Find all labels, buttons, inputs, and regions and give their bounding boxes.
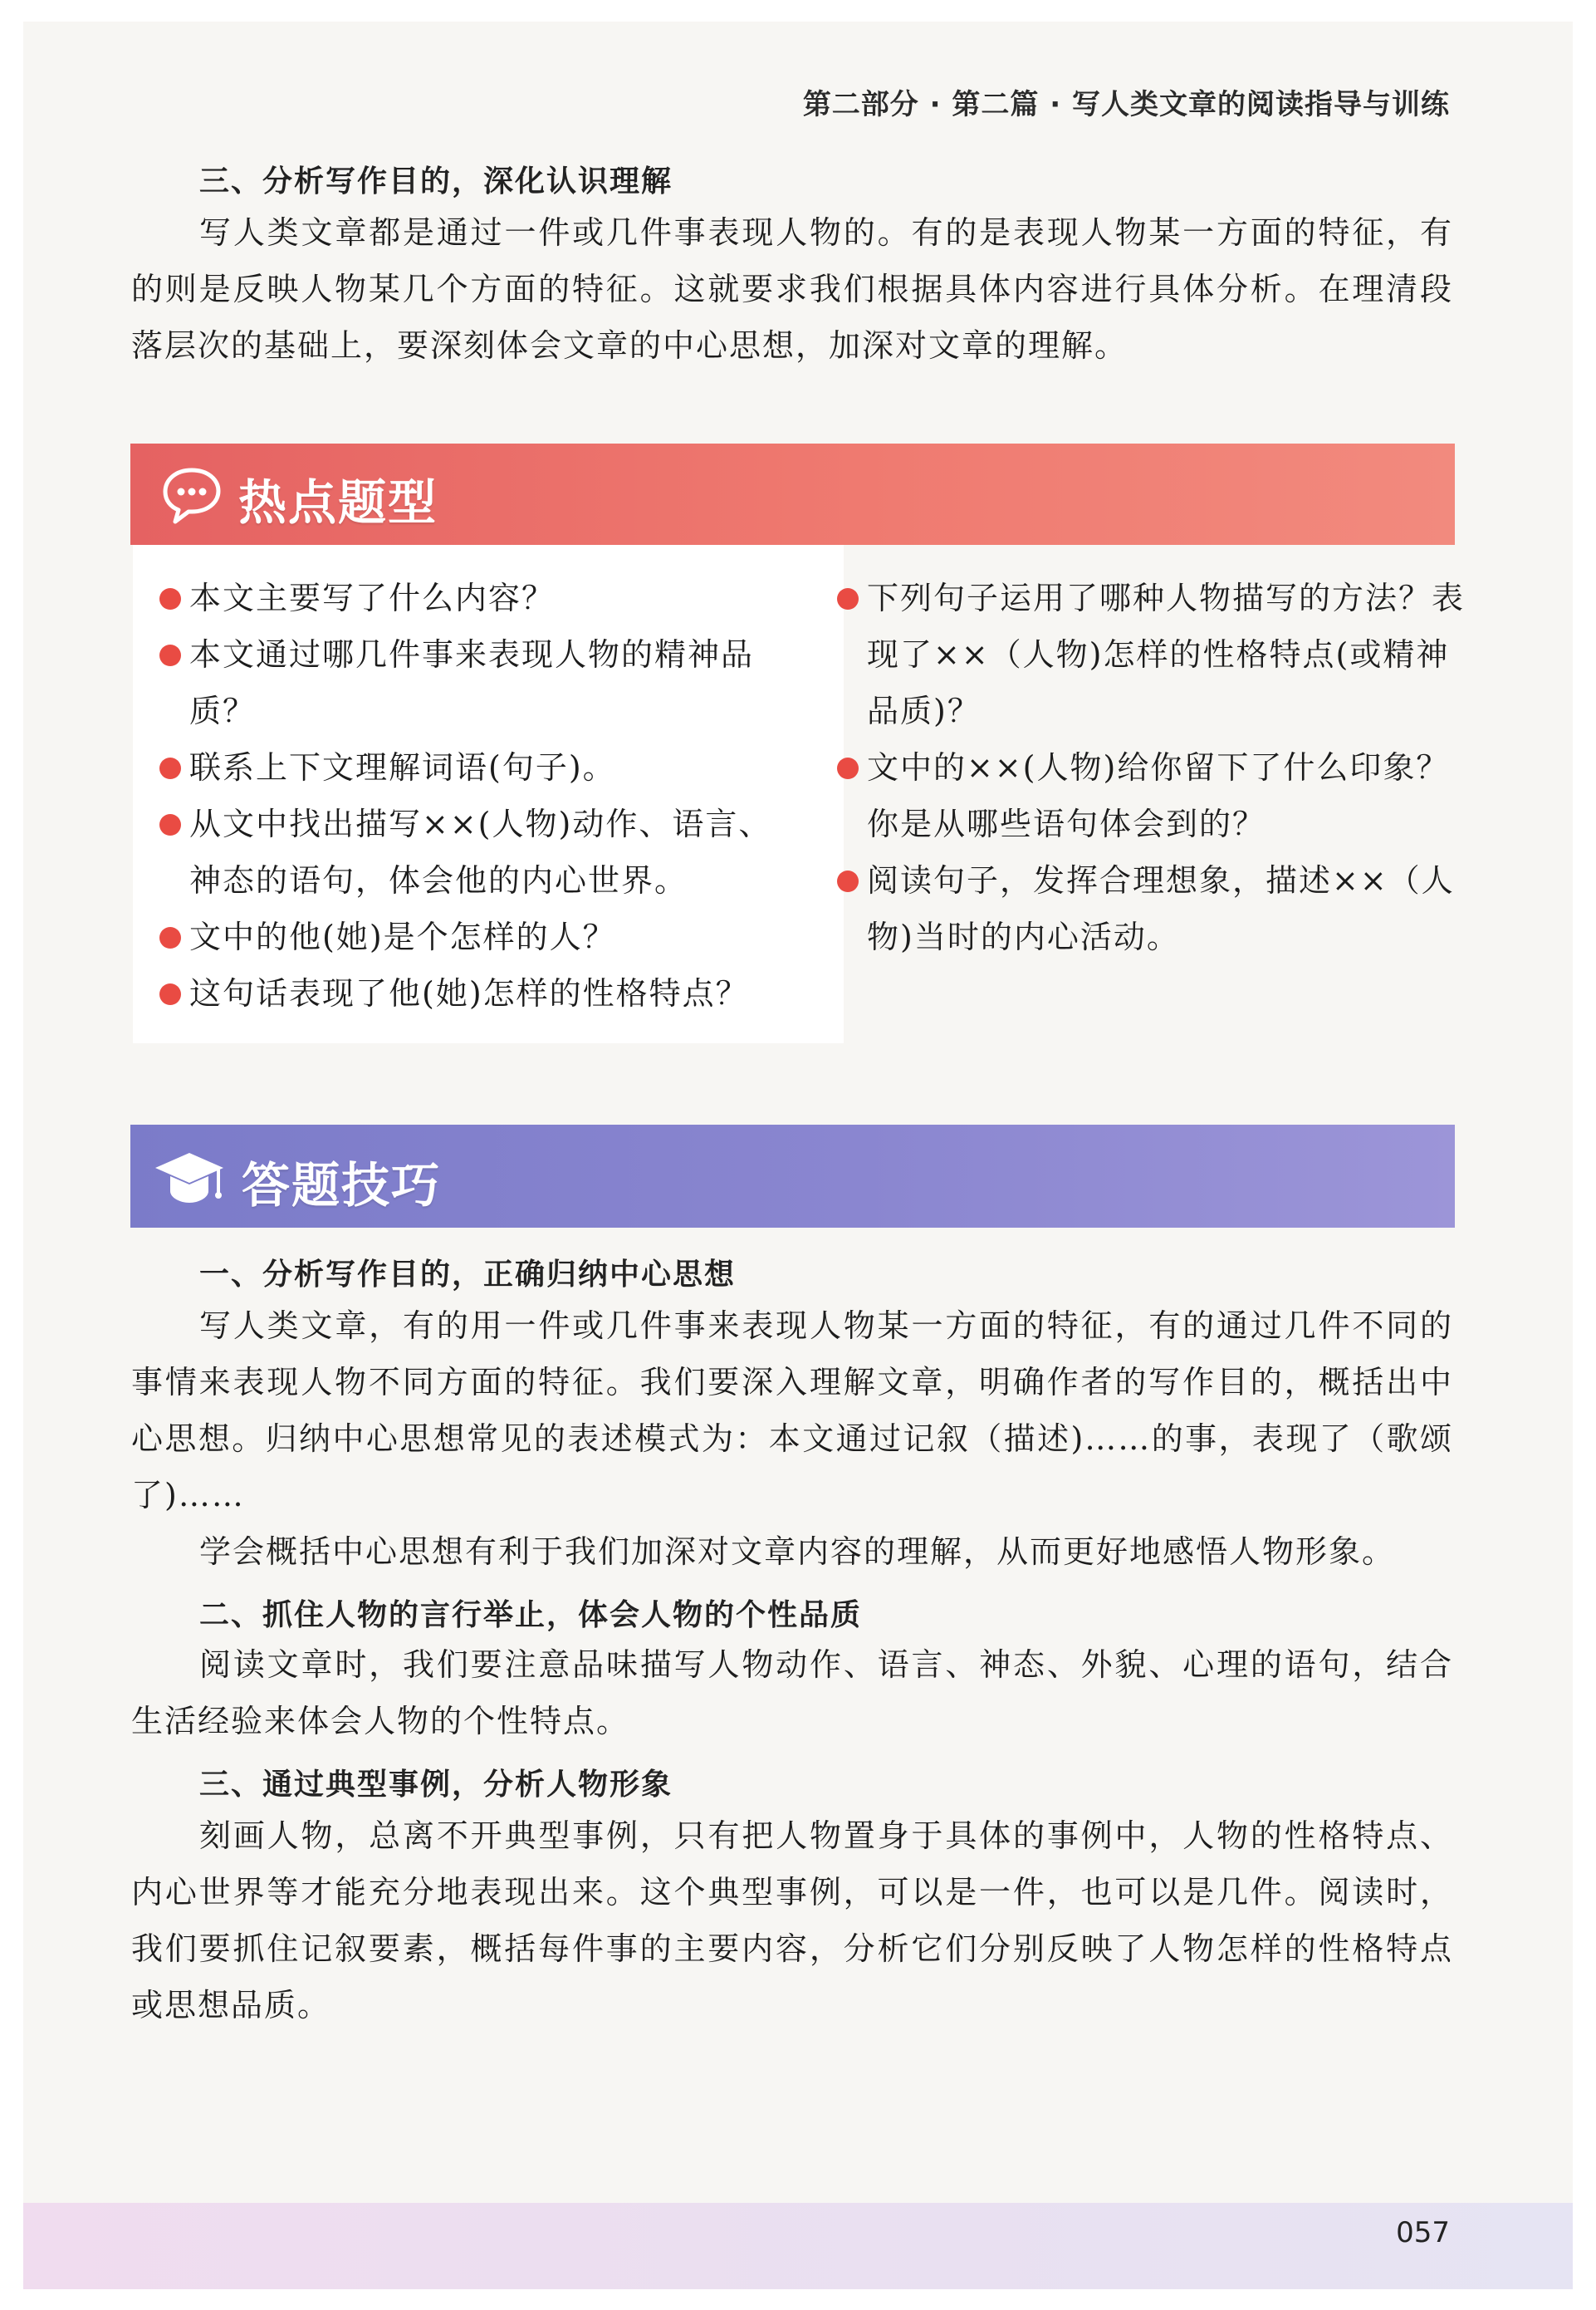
bullet-dot-icon xyxy=(159,645,181,666)
bullet-dot-icon xyxy=(159,588,181,610)
running-header: 第二部分 · 第二篇 · 写人类文章的阅读指导与训练 xyxy=(802,88,1450,121)
footer-band xyxy=(23,2203,1573,2289)
hot-topics-banner xyxy=(130,444,1455,545)
hot-topics-left-column xyxy=(158,570,772,1022)
graduation-cap-icon xyxy=(152,1145,227,1211)
tips-paragraph-1: 写人类文章，有的用一件或几件事来表现人物某一方面的特征，有的通过几件不同的事情来表现人物不同方面的特征。我们要深入理解文章，明确作者的写作目的，概括出中心思想。归纳中心思想常见的表述模式为：本文通过记叙（描述)……的事，表现了（歌颂了)…… xyxy=(131,1307,1453,1513)
page-number: 057 xyxy=(1396,2216,1450,2249)
tips-paragraph-4: 刻画人物，总离不开典型事例，只有把人物置身于具体的事例中，人物的性格特点、内心世界等才能充分地表现出来。这个典型事例，可以是一件，也可以是几件。阅读时，我们要抓住记叙要素，概括每件事的主要内容，分析它们分别反映了人物怎样的性格特点或思想品质。 xyxy=(131,1817,1453,2023)
question-item: 联系上下文理解词语(句子)。 xyxy=(158,739,772,796)
bullet-dot-icon xyxy=(837,758,859,779)
bullet-dot-icon xyxy=(837,871,859,892)
tips-heading-3: 三、通过典型事例，分析人物形象 xyxy=(199,1768,673,1802)
question-item: 下列句子运用了哪种人物描写的方法？表现了××（人物)怎样的性格特点(或精神品质)？ xyxy=(835,570,1466,739)
tips-title: 答题技巧 xyxy=(242,1157,442,1214)
hot-topics-right-column xyxy=(835,570,1466,965)
intro-paragraph: 写人类文章都是通过一件或几件事表现人物的。有的是表现人物某一方面的特征，有的则是反映人物某几个方面的特征。这就要求我们根据具体内容进行具体分析。在理清段落层次的基础上，要深刻体会文章的中心思想，加深对文章的理解。 xyxy=(131,214,1453,364)
tips-paragraph-3: 阅读文章时，我们要注意品味描写人物动作、语言、神态、外貌、心理的语句，结合生活经验来体会人物的个性特点。 xyxy=(131,1646,1453,1739)
hot-topics-title: 热点题型 xyxy=(238,474,438,531)
speech-bubble-icon xyxy=(159,462,225,528)
question-item: 文中的××(人物)给你留下了什么印象？你是从哪些语句体会到的？ xyxy=(835,739,1466,852)
bullet-dot-icon xyxy=(159,927,181,949)
bullet-dot-icon xyxy=(159,983,181,1005)
question-item: 本文主要写了什么内容？ xyxy=(158,570,772,626)
tips-heading-1: 一、分析写作目的，正确归纳中心思想 xyxy=(199,1258,737,1292)
bullet-dot-icon xyxy=(837,588,859,610)
bullet-dot-icon xyxy=(159,758,181,779)
question-item: 文中的他(她)是个怎样的人？ xyxy=(158,909,772,965)
question-item: 从文中找出描写××(人物)动作、语言、神态的语句，体会他的内心世界。 xyxy=(158,796,772,909)
question-item: 本文通过哪几件事来表现人物的精神品质？ xyxy=(158,626,772,739)
question-item: 这句话表现了他(她)怎样的性格特点？ xyxy=(158,965,772,1022)
tips-paragraph-2: 学会概括中心思想有利于我们加深对文章内容的理解，从而更好地感悟人物形象。 xyxy=(199,1533,1396,1570)
question-item: 阅读句子，发挥合理想象，描述××（人物)当时的内心活动。 xyxy=(835,852,1466,965)
intro-heading: 三、分析写作目的，深化认识理解 xyxy=(199,164,673,199)
tips-heading-2: 二、抓住人物的言行举止，体会人物的个性品质 xyxy=(199,1598,863,1632)
bullet-dot-icon xyxy=(159,814,181,836)
tips-banner xyxy=(130,1125,1455,1228)
